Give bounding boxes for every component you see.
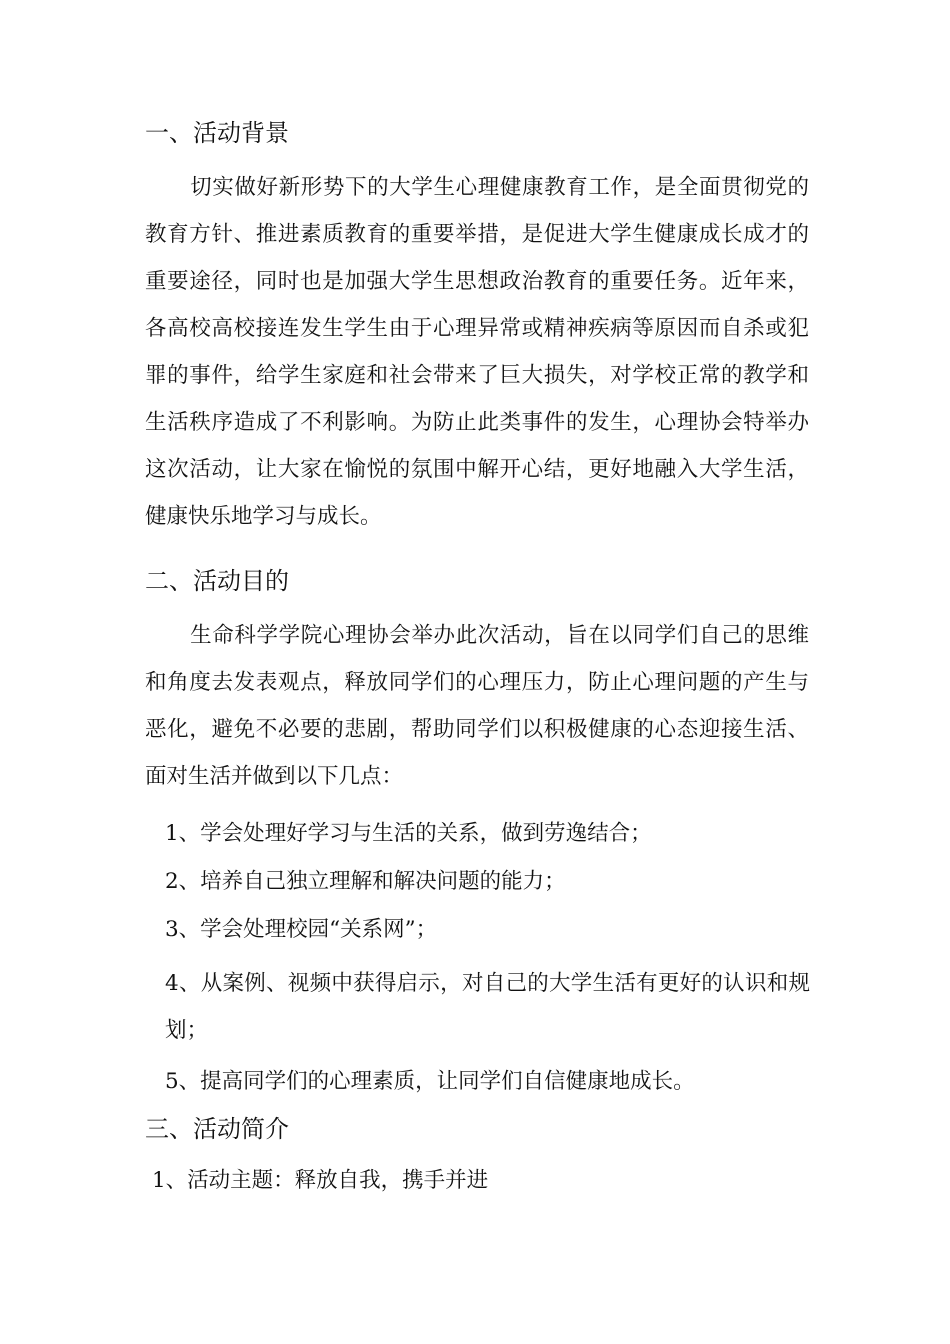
section-heading-purpose: 二、活动目的 [145, 567, 289, 595]
purpose-item-5: 5、提高同学们的心理素质，让同学们自信健康地成长。 [165, 1069, 695, 1094]
purpose-item-4: 4、从案例、视频中获得启示，对自己的大学生活有更好的认识和规划； [165, 971, 810, 1043]
paragraph-purpose: 生命科学学院心理协会举办此次活动，旨在以同学们自己的思维和角度去发表观点，释放同学们的心理压力，防止心理问题的产生与恶化，避免不必要的悲剧，帮助同学们以积极健康的心态迎接生活、面对生活并做到以下几点： [145, 623, 809, 789]
intro-item-theme: 1、活动主题：释放自我，携手并进 [152, 1168, 489, 1193]
section-heading-intro: 三、活动简介 [145, 1115, 289, 1143]
section-heading-background: 一、活动背景 [145, 119, 289, 147]
purpose-item-2: 2、培养自己独立理解和解决问题的能力； [165, 869, 566, 894]
purpose-item-3: 3、学会处理校园“关系网”； [165, 917, 438, 942]
purpose-item-1: 1、学会处理好学习与生活的关系，做到劳逸结合； [165, 821, 652, 846]
paragraph-background: 切实做好新形势下的大学生心理健康教育工作，是全面贯彻党的教育方针、推进素质教育的重要举措，是促进大学生健康成长成才的重要途径，同时也是加强大学生思想政治教育的重要任务。近年来，各高校高校接连发生学生由于心理异常或精神疾病等原因而自杀或犯罪的事件，给学生家庭和社会带来了巨大损失，对学校正常的教学和生活秩序造成了不利影响。为防止此类事件的发生，心理协会特举办这次活动，让大家在愉悦的氛围中解开心结，更好地融入大学生活，健康快乐地学习与成长。 [145, 175, 809, 529]
